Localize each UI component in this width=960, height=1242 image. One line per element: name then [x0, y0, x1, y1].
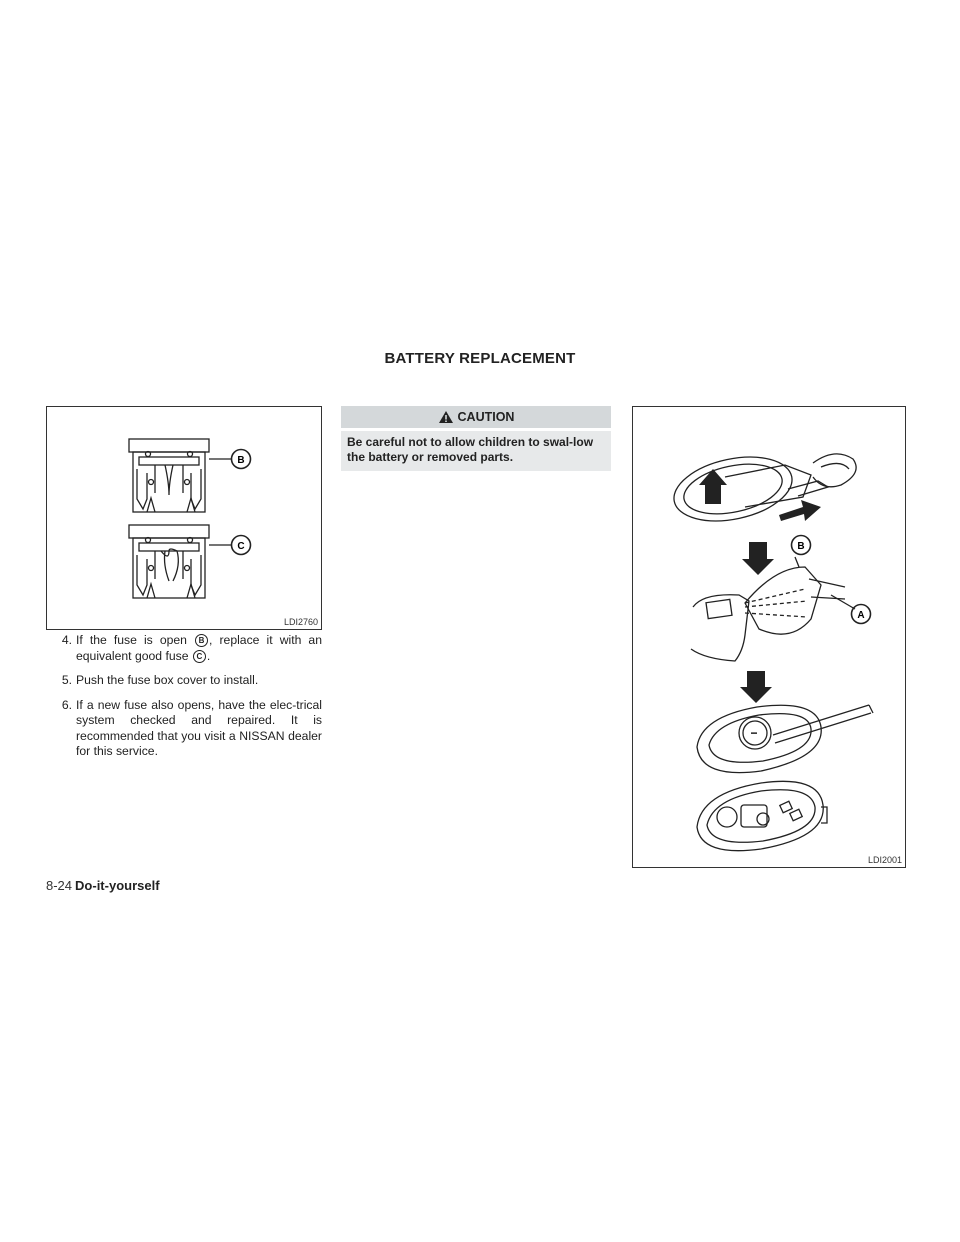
caution-box [341, 406, 611, 471]
down-arrow-icon [740, 671, 772, 703]
page-footer [46, 878, 160, 893]
figure-code: LDI2760 [283, 617, 318, 627]
step-5 [46, 673, 322, 689]
label-b: B [237, 455, 245, 466]
circled-c-icon: C [193, 650, 206, 663]
figure-code: LDI2001 [867, 855, 902, 865]
right-arrow-icon [779, 500, 821, 521]
step-text: If a new fuse also opens, have the elec-trical system checked and repaired. It is recommended that you visit a NISSAN dealer for this service. [76, 697, 322, 758]
page-number: 8-24 [46, 878, 73, 893]
case-interior-drawing [697, 781, 827, 850]
step-number: 4. [61, 633, 72, 647]
step-4 [46, 633, 322, 664]
good-fuse-drawing [129, 525, 209, 598]
warning-triangle-icon [438, 410, 454, 424]
blown-fuse-drawing [129, 439, 209, 512]
step-number: 5. [61, 673, 72, 687]
battery-figure [632, 406, 906, 868]
label-c: C [237, 541, 245, 552]
step-number: 6. [61, 697, 72, 712]
key-fob-illustration [633, 407, 905, 867]
step-6 [46, 698, 322, 760]
label-a: A [857, 610, 865, 621]
section-heading: BATTERY REPLACEMENT [384, 350, 576, 367]
caution-text: Be careful not to allow children to swal-low the battery or removed parts. [341, 431, 611, 471]
fuse-figure [46, 406, 322, 630]
up-arrow-icon [699, 469, 727, 504]
label-b: B [797, 541, 805, 552]
steps-list [46, 633, 322, 769]
step-text: . [206, 648, 211, 663]
step-text: Push the fuse box cover to install. [76, 673, 259, 687]
step-text: If the fuse is open [76, 633, 187, 647]
caution-title: CAUTION [457, 410, 515, 424]
chapter-title: Do-it-yourself [75, 878, 160, 893]
step-text: , replace it with an equivalent good fuse [76, 633, 322, 663]
minus-sign: − [750, 726, 758, 740]
opening-case-drawing [691, 567, 845, 661]
fuse-illustration [47, 407, 321, 629]
fob-with-key-drawing [668, 447, 856, 531]
caution-header [341, 406, 611, 428]
battery-removal-drawing [697, 705, 873, 773]
down-arrow-icon [742, 542, 774, 575]
circled-b-icon: B [195, 634, 208, 647]
